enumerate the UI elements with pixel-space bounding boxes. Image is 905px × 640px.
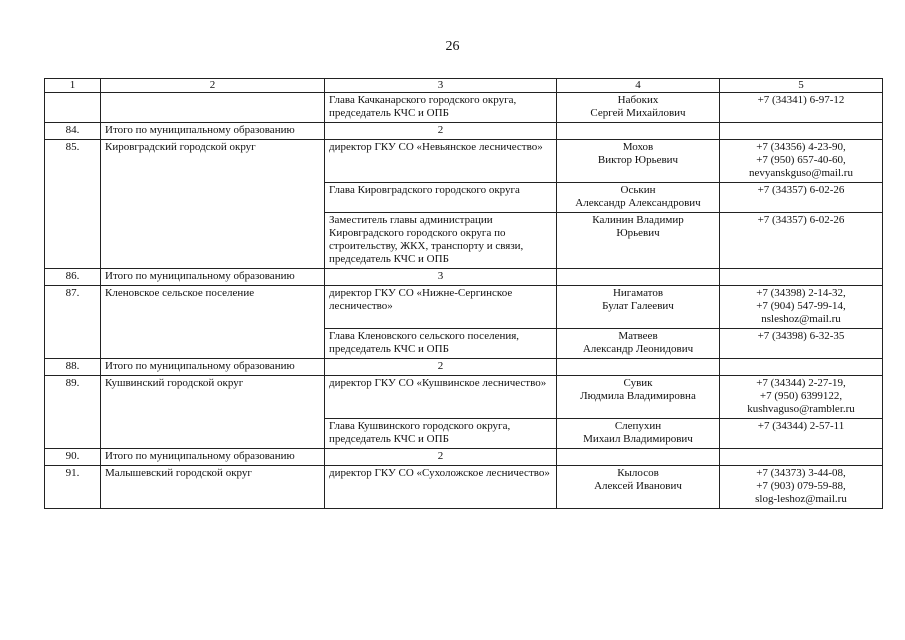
phone-line: +7 (34341) 6-97-12 bbox=[757, 94, 845, 106]
person-name-cell bbox=[557, 213, 720, 269]
municipality-cell bbox=[101, 93, 325, 123]
position-cell: директор ГКУ СО «Сухоложское лесничество» bbox=[325, 466, 557, 509]
empty-cell bbox=[720, 359, 883, 376]
position-cell: Глава Кушвинского городского округа, председатель КЧС и ОПБ bbox=[325, 419, 557, 449]
phone-cell bbox=[720, 213, 883, 269]
person-name-cell bbox=[557, 376, 720, 419]
total-row bbox=[45, 123, 883, 140]
person-name-line: Матвеев bbox=[618, 330, 658, 342]
phone-line: +7 (904) 547-99-14, bbox=[756, 300, 846, 312]
contacts-table bbox=[44, 78, 883, 509]
person-name-cell bbox=[557, 419, 720, 449]
total-label-cell: Итого по муниципальному образованию bbox=[101, 123, 325, 140]
position-cell: Глава Кленовского сельского поселения, председатель КЧС и ОПБ bbox=[325, 329, 557, 359]
phone-line: kushvaguso@rambler.ru bbox=[747, 403, 855, 415]
person-name-cell bbox=[557, 140, 720, 183]
person-name-line: Михаил Владимирович bbox=[583, 433, 693, 445]
phone-cell bbox=[720, 329, 883, 359]
person-name-line: Сергей Михайлович bbox=[590, 107, 686, 119]
municipality-cell: Кленовское сельское поселение bbox=[101, 286, 325, 359]
contact-row bbox=[45, 140, 883, 183]
phone-line: +7 (34344) 2-57-11 bbox=[757, 420, 845, 432]
person-name-cell bbox=[557, 286, 720, 329]
total-count-cell: 2 bbox=[325, 449, 557, 466]
municipality-cell: Кушвинский городской округ bbox=[101, 376, 325, 449]
person-name-line: Оськин bbox=[620, 184, 656, 196]
total-label-cell: Итого по муниципальному образованию bbox=[101, 359, 325, 376]
person-name-line: Юрьевич bbox=[616, 227, 660, 239]
contact-row bbox=[45, 376, 883, 419]
position-cell: Глава Кировградского городского округа bbox=[325, 183, 557, 213]
phone-line: +7 (34398) 6-32-35 bbox=[757, 330, 845, 342]
person-name-cell bbox=[557, 466, 720, 509]
phone-line: +7 (34398) 2-14-32, bbox=[756, 287, 846, 299]
person-name-line: Виктор Юрьевич bbox=[597, 154, 679, 166]
empty-cell bbox=[557, 269, 720, 286]
contact-row bbox=[45, 466, 883, 509]
phone-line: nsleshoz@mail.ru bbox=[761, 313, 841, 325]
phone-cell bbox=[720, 466, 883, 509]
empty-cell bbox=[557, 123, 720, 140]
table-body bbox=[45, 79, 883, 509]
phone-cell bbox=[720, 376, 883, 419]
row-number-cell: 86. bbox=[45, 269, 101, 286]
column-number-cell: 5 bbox=[720, 79, 883, 93]
empty-cell bbox=[720, 269, 883, 286]
empty-cell bbox=[557, 359, 720, 376]
person-name-line: Сувик bbox=[623, 377, 653, 389]
row-number-cell: 87. bbox=[45, 286, 101, 359]
person-name-line: Людмила Владимировна bbox=[580, 390, 696, 402]
person-name-line: Александр Леонидович bbox=[582, 343, 694, 355]
total-count-cell: 3 bbox=[325, 269, 557, 286]
phone-line: +7 (950) 6399122, bbox=[759, 390, 843, 402]
phone-cell bbox=[720, 419, 883, 449]
column-number-cell: 1 bbox=[45, 79, 101, 93]
empty-cell bbox=[720, 449, 883, 466]
position-cell: Заместитель главы администрации Кировградского городского округа по строительству, ЖКХ, транспорту и связи, председатель КЧС и ОПБ bbox=[325, 213, 557, 269]
empty-cell bbox=[557, 449, 720, 466]
row-number-cell: 85. bbox=[45, 140, 101, 269]
phone-cell bbox=[720, 286, 883, 329]
total-label-cell: Итого по муниципальному образованию bbox=[101, 449, 325, 466]
page-number: 26 bbox=[445, 39, 460, 54]
phone-line: +7 (34373) 3-44-08, bbox=[756, 467, 846, 479]
row-number-cell bbox=[45, 93, 101, 123]
person-name-line: Кылосов bbox=[617, 467, 659, 479]
person-name-line: Алексей Иванович bbox=[594, 480, 682, 492]
empty-cell bbox=[720, 123, 883, 140]
municipality-cell: Кировградский городской округ bbox=[101, 140, 325, 269]
person-name-line: Булат Галеевич bbox=[602, 300, 674, 312]
phone-line: nevyanskguso@mail.ru bbox=[749, 167, 853, 179]
phone-line: +7 (34357) 6-02-26 bbox=[757, 214, 845, 226]
phone-line: slog-leshoz@mail.ru bbox=[755, 493, 847, 505]
position-cell: директор ГКУ СО «Кушвинское лесничество» bbox=[325, 376, 557, 419]
position-cell: Глава Качканарского городского округа, председатель КЧС и ОПБ bbox=[325, 93, 557, 123]
person-name-line: Калинин Владимир bbox=[592, 214, 684, 226]
total-row bbox=[45, 269, 883, 286]
column-number-cell: 2 bbox=[101, 79, 325, 93]
phone-line: +7 (34356) 4-23-90, bbox=[756, 141, 846, 153]
row-number-cell: 84. bbox=[45, 123, 101, 140]
phone-cell bbox=[720, 140, 883, 183]
row-number-cell: 89. bbox=[45, 376, 101, 449]
phone-line: +7 (950) 657-40-60, bbox=[756, 154, 846, 166]
phone-line: +7 (34344) 2-27-19, bbox=[756, 377, 846, 389]
person-name-line: Набоких bbox=[617, 94, 659, 106]
total-count-cell: 2 bbox=[325, 359, 557, 376]
person-name-cell bbox=[557, 93, 720, 123]
column-number-row bbox=[45, 79, 883, 93]
total-count-cell: 2 bbox=[325, 123, 557, 140]
row-number-cell: 90. bbox=[45, 449, 101, 466]
column-number-cell: 4 bbox=[557, 79, 720, 93]
person-name-cell bbox=[557, 329, 720, 359]
person-name-line: Слепухин bbox=[614, 420, 662, 432]
phone-cell bbox=[720, 183, 883, 213]
row-number-cell: 88. bbox=[45, 359, 101, 376]
total-label-cell: Итого по муниципальному образованию bbox=[101, 269, 325, 286]
person-name-line: Мохов bbox=[622, 141, 654, 153]
contact-row bbox=[45, 286, 883, 329]
position-cell: директор ГКУ СО «Нижне-Сергинское лесничество» bbox=[325, 286, 557, 329]
position-cell: директор ГКУ СО «Невьянское лесничество» bbox=[325, 140, 557, 183]
phone-line: +7 (34357) 6-02-26 bbox=[757, 184, 845, 196]
row-number-cell: 91. bbox=[45, 466, 101, 509]
phone-line: +7 (903) 079-59-88, bbox=[756, 480, 846, 492]
total-row bbox=[45, 359, 883, 376]
person-name-cell bbox=[557, 183, 720, 213]
person-name-line: Александр Александрович bbox=[575, 197, 701, 209]
municipality-cell: Малышевский городской округ bbox=[101, 466, 325, 509]
column-number-cell: 3 bbox=[325, 79, 557, 93]
person-name-line: Нигаматов bbox=[612, 287, 664, 299]
contact-row bbox=[45, 93, 883, 123]
total-row bbox=[45, 449, 883, 466]
phone-cell bbox=[720, 93, 883, 123]
